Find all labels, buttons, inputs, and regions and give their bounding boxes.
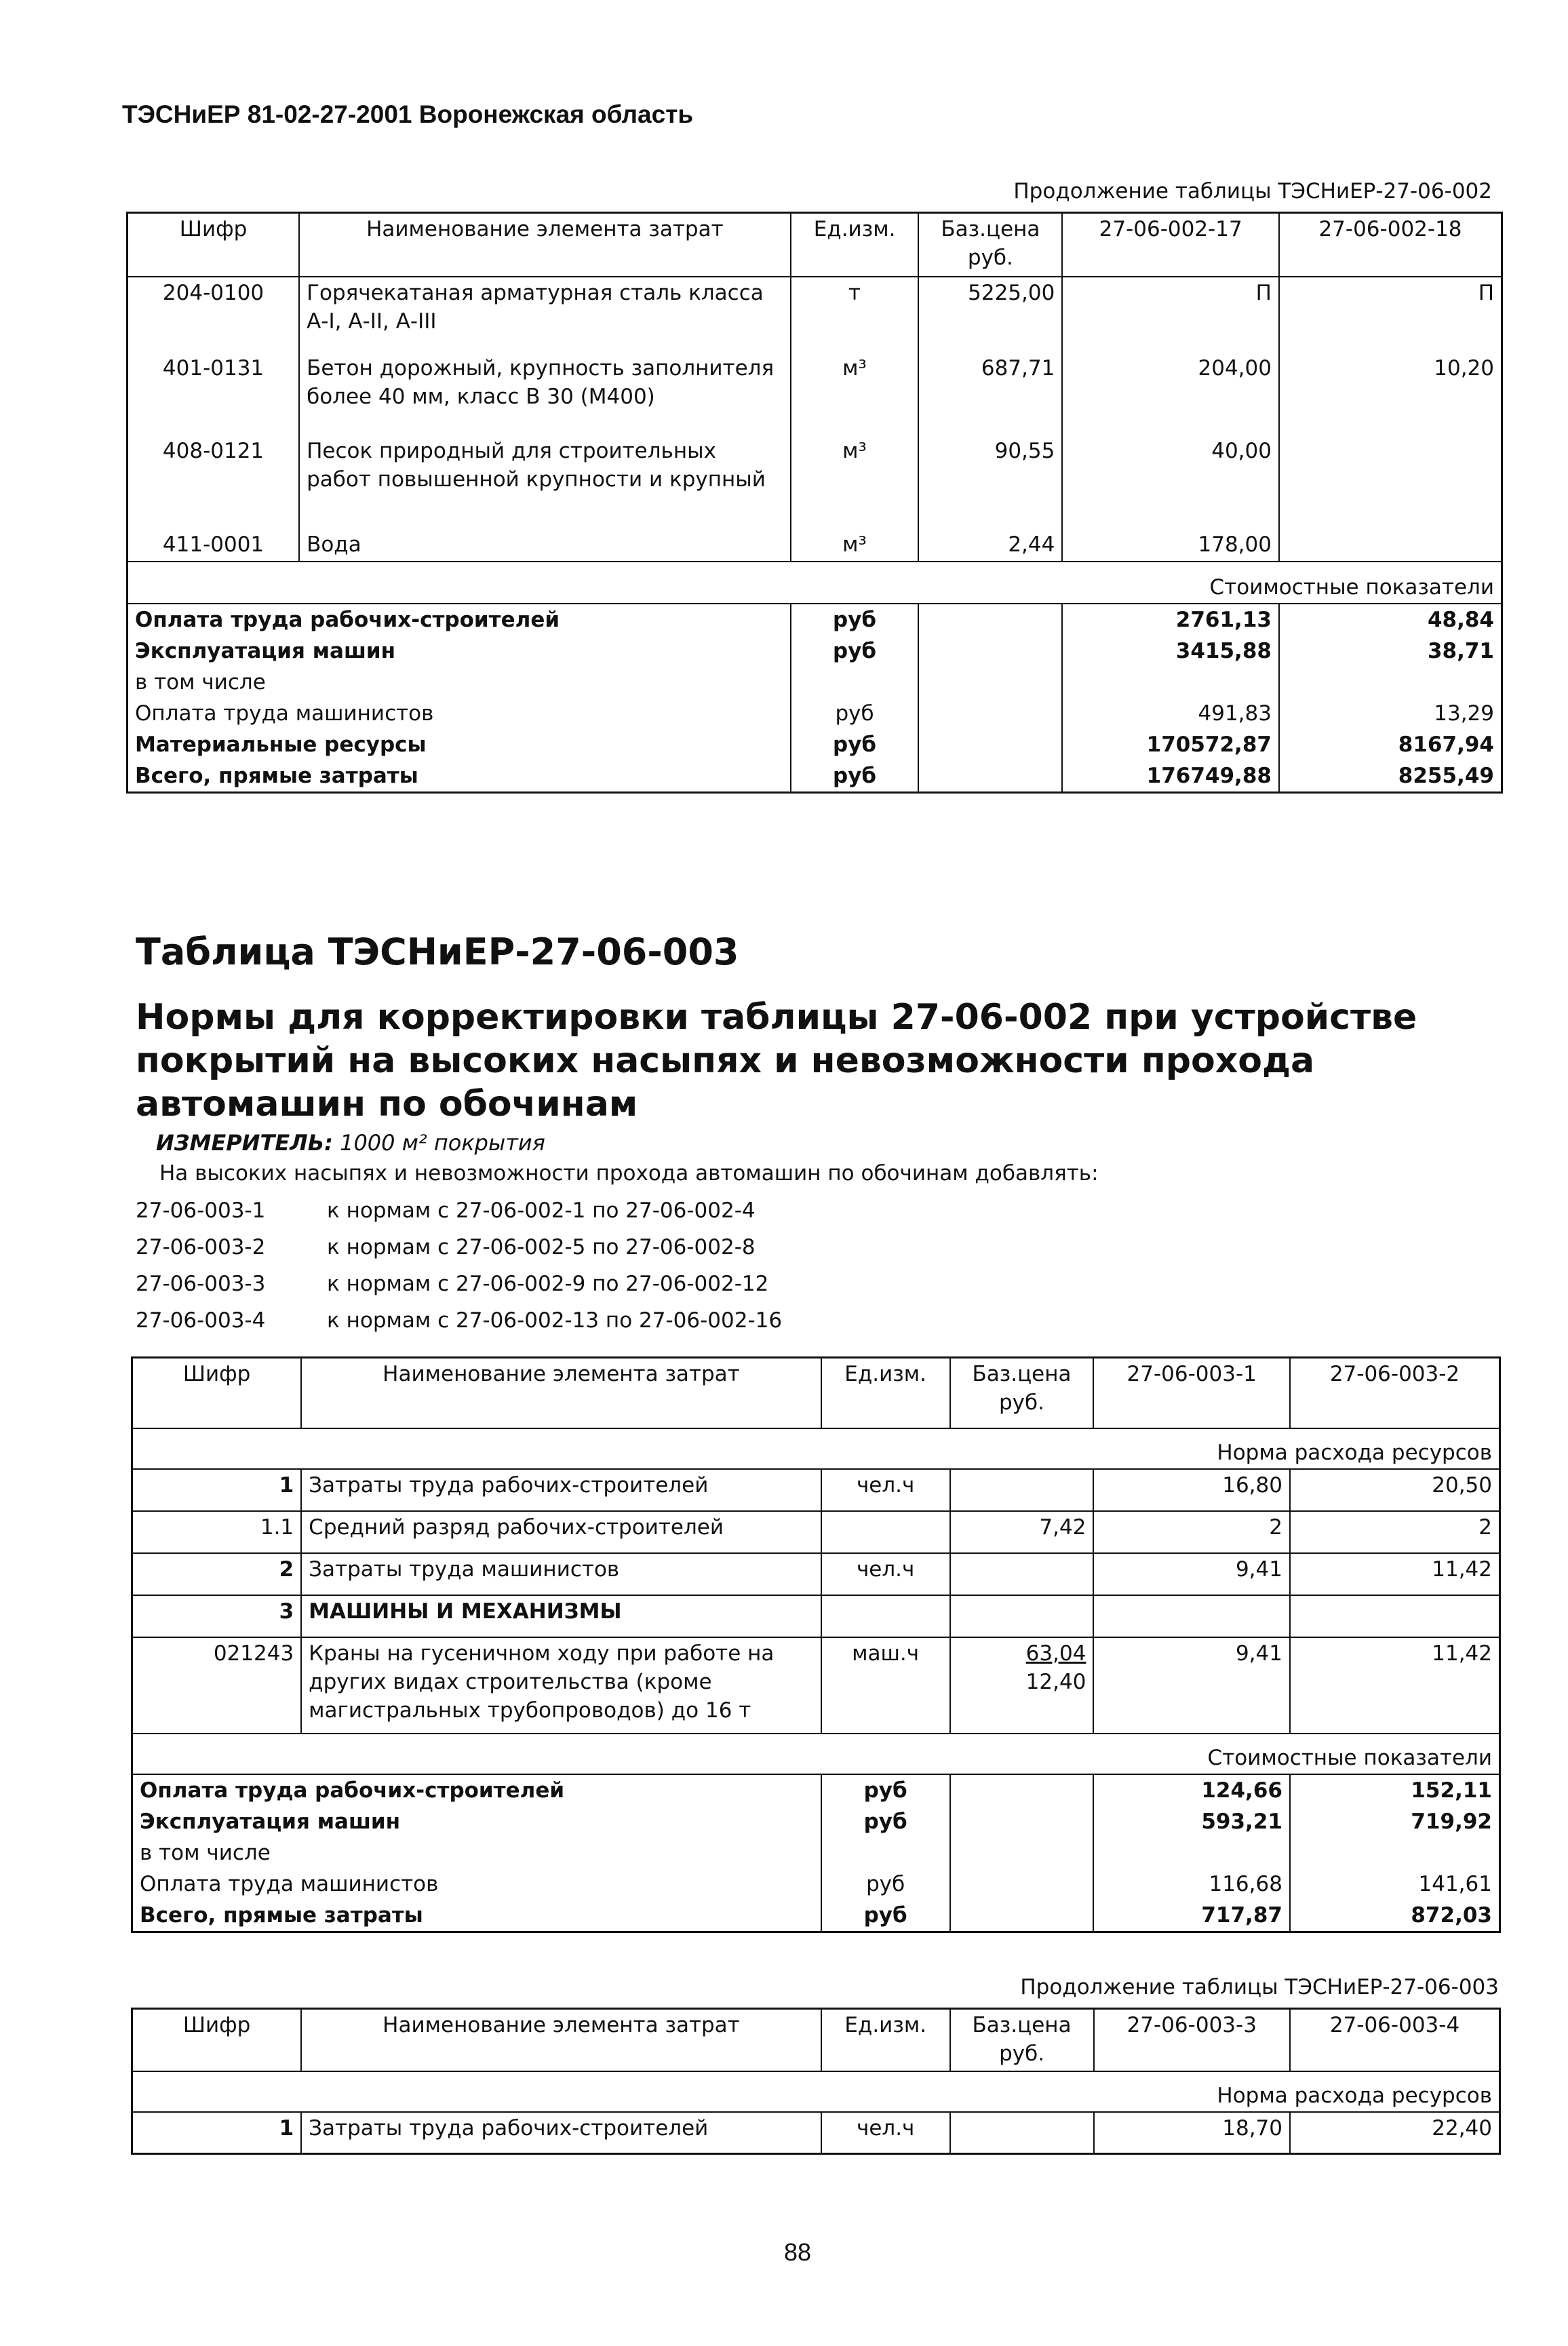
col-header-norm2: 27-06-002-18 (1279, 213, 1502, 277)
table-row: 411-0001 Вода м³ 2,44 178,00 (128, 529, 1502, 562)
col-header-price: Баз.цена руб. (918, 213, 1062, 277)
cost-row: Материальные ресурсы руб 170572,87 8167,94 (128, 729, 1502, 760)
list-item: 27-06-003-4 к нормам с 27-06-002-13 по 27-06-002-16 (136, 1308, 783, 1333)
table-row: 2 Затраты труда машинистов чел.ч 9,41 11,42 (132, 1553, 1500, 1595)
cost-row: Эксплуатация машин руб 3415,88 38,71 (128, 636, 1502, 667)
table-row: 021243 Краны на гусеничном ходу при работе на других видах строительства (кроме магистральных трубопроводов) до 16 т маш.ч 63,04 12,40 9,41 11,42 (132, 1637, 1500, 1734)
col-header-name: Наименование элемента затрат (301, 1358, 821, 1428)
col-header-name: Наименование элемента затрат (301, 2009, 821, 2071)
cost-row: Оплата труда рабочих-строителей руб 124,66 152,11 (132, 1774, 1500, 1806)
col-header-norm1: 27-06-002-17 (1062, 213, 1279, 277)
table-title: Таблица ТЭСНиЕР-27-06-003 (136, 931, 739, 973)
col-header-unit: Ед.изм. (791, 213, 919, 277)
cost-row: Оплата труда машинистов руб 116,68 141,61 (132, 1869, 1500, 1900)
col-header-price: Баз.цена руб. (950, 2009, 1094, 2071)
col-header-norm2: 27-06-003-2 (1290, 1358, 1500, 1428)
cost-row: Оплата труда рабочих-строителей руб 2761,13 48,84 (128, 604, 1502, 636)
table1-continuation-label: Продолжение таблицы ТЭСНиЕР-27-06-002 (1013, 179, 1492, 203)
table-row: 1 Затраты труда рабочих-строителей чел.ч 18,70 22,40 (132, 2112, 1500, 2154)
cost-row: в том числе (128, 667, 1502, 698)
document-header: ТЭСНиЕР 81-02-27-2001 Воронежская область (122, 100, 694, 128)
measure-unit (156, 1130, 545, 1156)
norm-list (136, 1192, 782, 1339)
cost-row: Всего, прямые затраты руб 717,87 872,03 (132, 1900, 1500, 1932)
table-row: 1 Затраты труда рабочих-строителей чел.ч 16,80 20,50 (132, 1469, 1500, 1511)
table-subtitle: Нормы для корректировки таблицы 27-06-002 при устройстве покрытий на высоких насыпях и невозможности прохода автомашин по обочинам (136, 997, 1417, 1125)
table1 (126, 212, 1503, 794)
col-header-name: Наименование элемента затрат (299, 213, 791, 277)
col-header-unit: Ед.изм. (821, 1358, 950, 1428)
list-item: 27-06-003-3 к нормам с 27-06-002-9 по 27-06-002-12 (136, 1272, 769, 1296)
cost-row: Оплата труда машинистов руб 491,83 13,29 (128, 698, 1502, 729)
list-item: 27-06-003-1 к нормам с 27-06-002-1 по 27-06-002-4 (136, 1198, 756, 1223)
section-label: Стоимостные показатели (128, 562, 1502, 604)
col-header-norm2: 27-06-003-4 (1290, 2009, 1500, 2071)
section-label: Норма расхода ресурсов (132, 1428, 1500, 1469)
table2 (131, 1356, 1501, 1933)
table3 (131, 2008, 1501, 2155)
col-header-code: Шифр (132, 2009, 302, 2071)
col-header-norm1: 27-06-003-1 (1093, 1358, 1290, 1428)
col-header-unit: Ед.изм. (821, 2009, 950, 2071)
cost-row: Всего, прямые затраты руб 176749,88 8255,49 (128, 760, 1502, 793)
measure-value: 1000 м² покрытия (340, 1130, 545, 1156)
section-label: Норма расхода ресурсов (132, 2071, 1500, 2112)
table3-continuation-label: Продолжение таблицы ТЭСНиЕР-27-06-003 (1020, 1975, 1499, 1999)
table-row: 401-0131 Бетон дорожный, крупность заполнителя более 40 мм, класс В 30 (М400) м³ 687,71 204,00 10,20 (128, 353, 1502, 435)
table-row: 408-0121 Песок природный для строительных работ повышенной крупности и крупный м³ 90,55 40,00 (128, 435, 1502, 529)
table-row: 1.1 Средний разряд рабочих-строителей 7,42 2 2 (132, 1511, 1500, 1553)
table-row: 3 МАШИНЫ И МЕХАНИЗМЫ (132, 1595, 1500, 1637)
intro-text: На высоких насыпях и невозможности прохода автомашин по обочинам добавлять: (159, 1161, 1099, 1186)
col-header-code: Шифр (128, 213, 300, 277)
col-header-norm1: 27-06-003-3 (1094, 2009, 1291, 2071)
table-row: 204-0100 Горячекатаная арматурная сталь класса А-I, А-II, А-III т 5225,00 П П (128, 277, 1502, 353)
section-label: Стоимостные показатели (132, 1734, 1500, 1774)
col-header-code: Шифр (132, 1358, 302, 1428)
cost-row: в том числе (132, 1837, 1500, 1869)
list-item: 27-06-003-2 к нормам с 27-06-002-5 по 27-06-002-8 (136, 1235, 756, 1259)
measure-label: ИЗМЕРИТЕЛЬ: (156, 1130, 333, 1156)
page-number: 88 (784, 2238, 812, 2266)
cost-row: Эксплуатация машин руб 593,21 719,92 (132, 1806, 1500, 1837)
col-header-price: Баз.цена руб. (950, 1358, 1094, 1428)
